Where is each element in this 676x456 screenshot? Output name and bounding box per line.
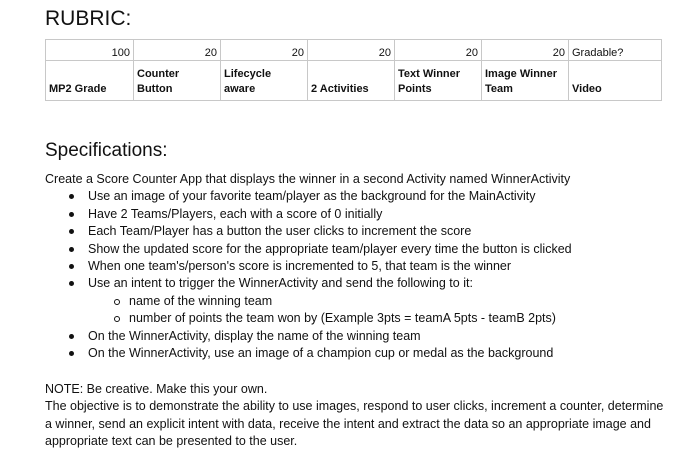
- bullet-icon: [69, 212, 74, 217]
- column-header: Counter Button: [134, 61, 221, 101]
- list-item: Show the updated score for the appropriate team/player every time the button is clicked: [45, 241, 670, 258]
- points-cell: 20: [482, 40, 569, 61]
- gradable-cell: Gradable?: [569, 40, 662, 61]
- list-item: On the WinnerActivity, display the name of the winning team: [45, 328, 670, 345]
- hollow-bullet-icon: [114, 299, 120, 305]
- note-section: [45, 381, 670, 451]
- hollow-bullet-icon: [114, 316, 120, 322]
- intent-data-list: [45, 293, 670, 328]
- points-cell: 20: [395, 40, 482, 61]
- list-item: Have 2 Teams/Players, each with a score of 0 initially: [45, 206, 670, 223]
- list-item: When one team's/person's score is incremented to 5, that team is the winner: [45, 258, 670, 275]
- rubric-title: RUBRIC:: [45, 7, 132, 30]
- bullet-icon: [69, 264, 74, 269]
- list-item: Each Team/Player has a button the user clicks to increment the score: [45, 223, 670, 240]
- specifications-title: Specifications:: [45, 140, 168, 161]
- specifications-body: [45, 171, 670, 362]
- list-item: Use an intent to trigger the WinnerActivity and send the following to it:: [45, 275, 670, 292]
- rubric-points-row: [46, 40, 662, 61]
- column-header: Image Winner Team: [482, 61, 569, 101]
- bullet-icon: [69, 194, 74, 199]
- column-header: Video: [569, 61, 662, 101]
- note-line: NOTE: Be creative. Make this your own.: [45, 382, 268, 396]
- points-cell: 20: [134, 40, 221, 61]
- list-item: name of the winning team: [45, 293, 670, 310]
- list-item: Use an image of your favorite team/player as the background for the MainActivity: [45, 188, 670, 205]
- bullet-icon: [69, 229, 74, 234]
- points-cell: 20: [308, 40, 395, 61]
- list-item: number of points the team won by (Example 3pts = teamA 5pts - teamB 2pts): [45, 310, 670, 327]
- bullet-icon: [69, 281, 74, 286]
- column-header: 2 Activities: [308, 61, 395, 101]
- column-header: Lifecycle aware: [221, 61, 308, 101]
- bullet-icon: [69, 351, 74, 356]
- points-cell: 20: [221, 40, 308, 61]
- winner-activity-list: [45, 328, 670, 363]
- specifications-intro: Create a Score Counter App that displays the winner in a second Activity named WinnerActivity: [45, 172, 571, 186]
- points-cell: 100: [46, 40, 134, 61]
- rubric-table: [45, 39, 662, 101]
- column-header: Text Winner Points: [395, 61, 482, 101]
- objective-paragraph: The objective is to demonstrate the ability to use images, respond to user clicks, increment a counter, determine a winner, send an explicit intent with data, receive the intent and extract the data so an appropriate image and appropriate text can be presented to the user.: [45, 399, 664, 449]
- requirements-list: [45, 188, 670, 292]
- bullet-icon: [69, 247, 74, 252]
- column-header: MP2 Grade: [46, 61, 134, 101]
- bullet-icon: [69, 334, 74, 339]
- list-item: On the WinnerActivity, use an image of a champion cup or medal as the background: [45, 345, 670, 362]
- rubric-columns-row: [46, 61, 662, 101]
